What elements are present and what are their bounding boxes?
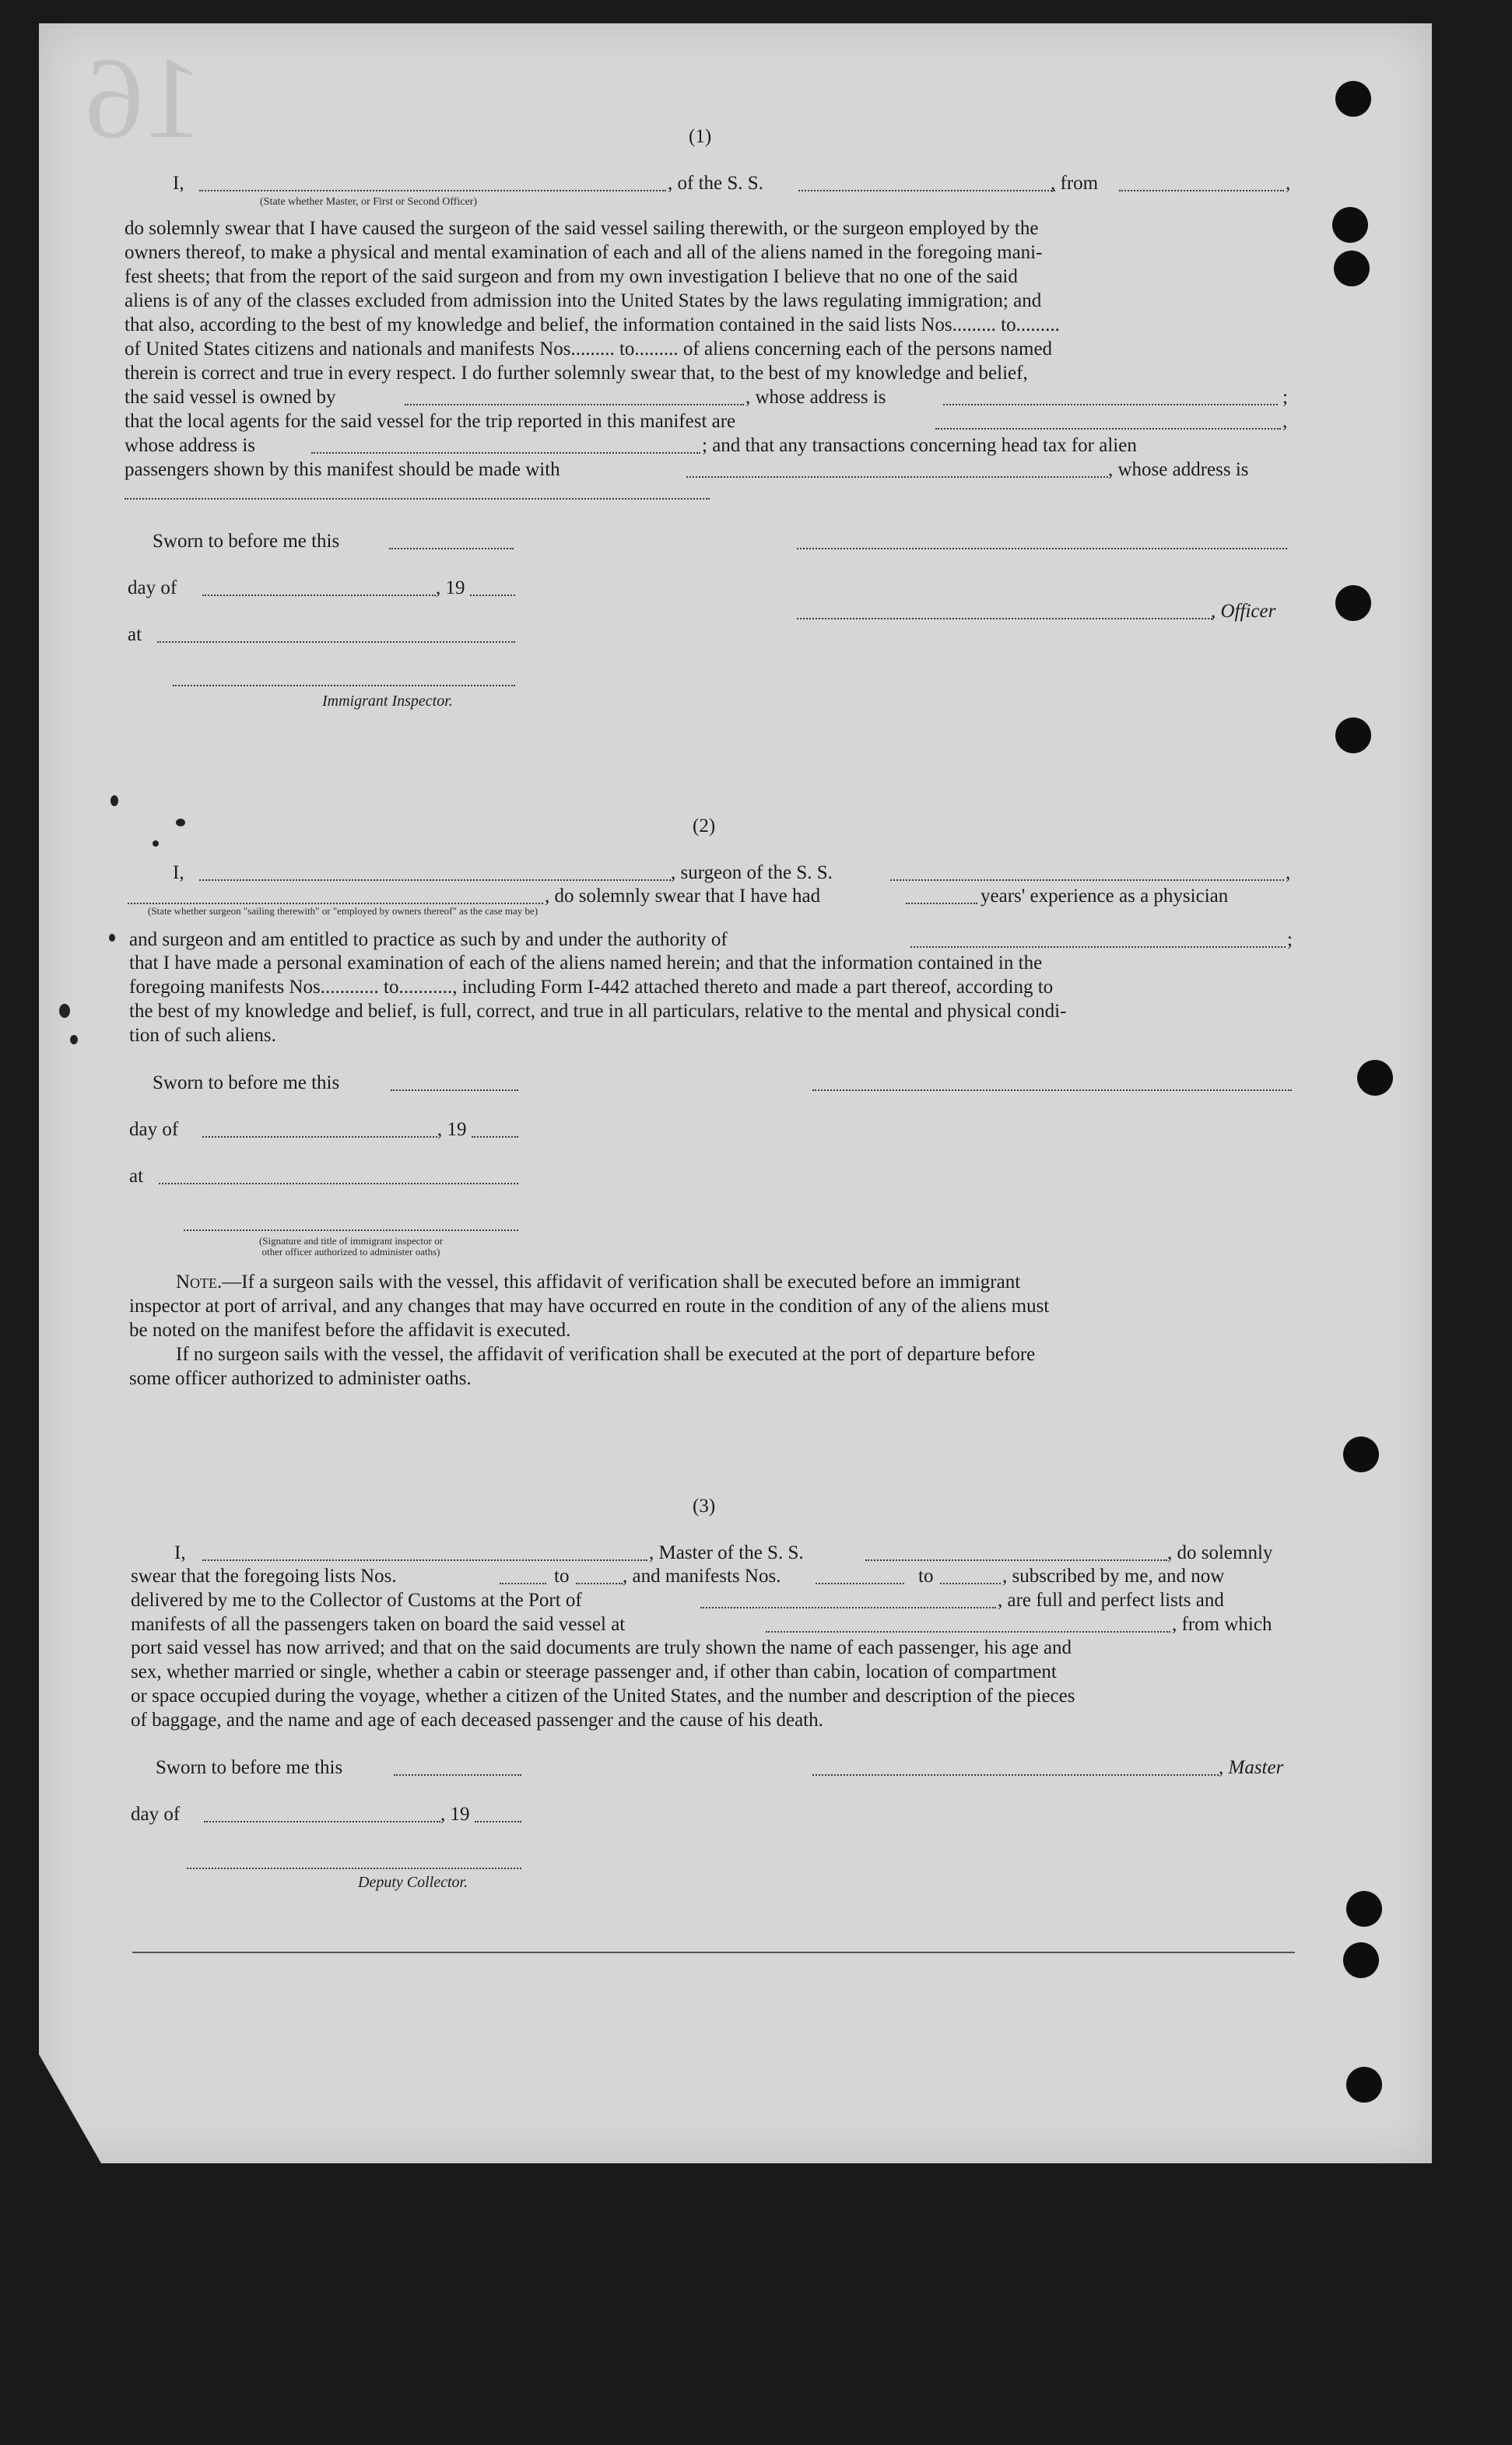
signature-line	[812, 1774, 1219, 1776]
blank-field	[311, 452, 700, 454]
blank-field	[470, 595, 515, 596]
surgeon-oath-body	[129, 951, 1293, 1047]
blank-field	[157, 641, 515, 643]
oath-body-line: or space occupied during the voyage, whether a citizen of the United States, and the number and description of the pieces	[131, 1686, 1075, 1707]
year-label: , 19	[437, 1119, 467, 1140]
blank-field	[940, 1583, 1001, 1584]
blank-field	[475, 1821, 521, 1822]
blank-field	[128, 903, 543, 904]
blank-field	[910, 946, 1286, 948]
collector-text: , are full and perfect lists and	[998, 1590, 1224, 1611]
blank-field	[798, 190, 1055, 191]
surgeon-of-ss: , surgeon of the S. S.	[671, 862, 833, 883]
note-line: If no surgeon sails with the vessel, the affidavit of verification shall be executed at the port of departure before	[176, 1344, 1036, 1365]
oath-body-line: port said vessel has now arrived; and that on the said documents are truly shown the name of each passenger, his age and	[131, 1637, 1072, 1658]
at-label: at	[129, 1166, 144, 1187]
blank-field	[405, 404, 744, 405]
section-number: (1)	[689, 126, 712, 147]
note-paragraph	[129, 1270, 1295, 1391]
solemnly-swear-text: , do solemnly swear that I have had	[545, 886, 821, 907]
bottom-rule	[132, 1952, 1295, 1953]
do-solemnly: , do solemnly	[1167, 1542, 1273, 1563]
ink-speck	[109, 934, 115, 942]
signature-line	[187, 1868, 521, 1869]
signature-caption-line: (Signature and title of immigrant inspector or	[258, 1235, 444, 1247]
whose-address-label: , whose address is	[1108, 459, 1249, 480]
bleed-through-mark: 16	[86, 33, 202, 163]
blank-field	[943, 404, 1278, 405]
signature-caption	[184, 1236, 518, 1258]
note-line: some officer authorized to administer oaths.	[129, 1368, 472, 1389]
oath-body-line: of baggage, and the name and age of each deceased passenger and the cause of his death.	[131, 1710, 823, 1731]
oath-body-line: that also, according to the best of my knowledge and belief, the information contained in the said lists Nos......... to.........	[125, 314, 1060, 335]
manifests-text: , from which	[1172, 1614, 1272, 1635]
sworn-label: Sworn to before me this	[153, 1072, 340, 1093]
signature-line	[797, 548, 1287, 549]
blank-field	[202, 595, 436, 596]
owned-by-label: the said vessel is owned by	[125, 387, 336, 408]
local-agents-label: that the local agents for the said vessel for the trip reported in this manifest are	[125, 411, 736, 432]
years-experience-text: years' experience as a physician	[981, 886, 1229, 907]
blank-field	[159, 1183, 518, 1184]
signature-line	[184, 1230, 518, 1231]
punch-hole	[1332, 207, 1368, 243]
field-caption: (State whether Master, or First or Second Officer)	[260, 196, 478, 208]
blank-field	[686, 476, 1108, 478]
blank-field	[906, 903, 977, 904]
field-caption: (State whether surgeon "sailing therewith" or "employed by owners thereof" as the case may be)	[148, 905, 538, 917]
punch-hole	[1334, 251, 1370, 286]
section-number: (2)	[693, 816, 716, 837]
blank-field	[199, 190, 666, 191]
blank-field	[394, 1774, 521, 1776]
punch-hole	[1343, 1942, 1379, 1978]
blank-field	[389, 548, 514, 549]
oath-body-line: therein is correct and true in every respect. I do further solemnly swear that, to the best of my knowledge and belief,	[125, 363, 1028, 384]
punch-hole	[1357, 1060, 1393, 1096]
punctuation: ;	[1282, 387, 1288, 408]
year-label: , 19	[436, 577, 465, 598]
signature-caption-line: other officer authorized to administer oaths)	[261, 1246, 440, 1258]
blank-field	[202, 1136, 437, 1138]
officer-label: , Officer	[1211, 601, 1276, 622]
oath-body-line: do solemnly swear that I have caused the surgeon of the said vessel sailing therewith, or the surgeon employed by the	[125, 218, 1039, 239]
lists-text: swear that the foregoing lists Nos.	[131, 1566, 397, 1587]
ink-speck	[70, 1035, 78, 1044]
immigrant-inspector-label: Immigrant Inspector.	[322, 693, 453, 710]
lists-text: , subscribed by me, and now	[1002, 1566, 1225, 1587]
ink-speck	[59, 1004, 70, 1018]
oath-body	[125, 216, 1292, 385]
note-label: Note.	[176, 1272, 223, 1293]
lists-text: to	[918, 1566, 934, 1587]
ink-speck	[176, 819, 185, 826]
collector-text: delivered by me to the Collector of Customs at the Port of	[131, 1590, 582, 1611]
blank-field	[816, 1583, 904, 1584]
signature-line	[173, 685, 515, 686]
oath-body-line: the best of my knowledge and belief, is full, correct, and true in all particulars, relative to the mental and physical condi-	[129, 1001, 1067, 1022]
day-of-label: day of	[128, 577, 177, 598]
blank-field	[700, 1607, 996, 1608]
ink-speck	[111, 795, 118, 806]
day-of-label: day of	[131, 1804, 181, 1825]
deputy-collector-label: Deputy Collector.	[358, 1874, 468, 1891]
signature-line	[812, 1089, 1292, 1091]
lists-text: , and manifests Nos.	[623, 1566, 781, 1587]
oath-body-line: aliens is of any of the classes excluded from admission into the United States by the laws regulating immigration; and	[125, 290, 1042, 311]
note-text: —If a surgeon sails with the vessel, this affidavit of verification shall be executed before an immigrant	[222, 1272, 1021, 1293]
oath-body-line: sex, whether married or single, whether a cabin or steerage passenger and, if other than cabin, location of compartment	[131, 1661, 1057, 1682]
year-label: , 19	[440, 1804, 470, 1825]
signature-line	[797, 618, 1212, 619]
blank-field	[766, 1631, 1170, 1633]
note-line	[129, 1270, 1295, 1294]
punctuation: ,	[1282, 411, 1288, 432]
blank-field	[500, 1583, 546, 1584]
oath-line-from: , from	[1051, 173, 1099, 194]
master-of-ss: , Master of the S. S.	[649, 1542, 804, 1563]
sworn-label: Sworn to before me this	[153, 531, 340, 552]
oath-body-line: that I have made a personal examination of each of the aliens named herein; and that the information contained in the	[129, 952, 1043, 973]
punch-hole	[1335, 717, 1371, 753]
torn-corner	[39, 2054, 101, 2163]
oath-body-line: owners thereof, to make a physical and mental examination of each and all of the aliens named in the foregoing mani-	[125, 242, 1043, 263]
note-line: inspector at port of arrival, and any changes that may have occurred en route in the condition of any of the aliens must	[129, 1296, 1050, 1317]
oath-body-line: foregoing manifests Nos............ to..........., including Form I-442 attached thereto and made a part thereof, according to	[129, 977, 1054, 998]
master-label: , Master	[1219, 1757, 1284, 1778]
passengers-label: passengers shown by this manifest should be made with	[125, 459, 560, 480]
oath-line-end: ,	[1286, 173, 1291, 194]
note-line: be noted on the manifest before the affidavit is executed.	[129, 1320, 571, 1341]
master-oath-body	[131, 1636, 1295, 1732]
punch-hole	[1335, 81, 1371, 117]
manifests-text: manifests of all the passengers taken on board the said vessel at	[131, 1614, 626, 1635]
punch-hole	[1343, 1436, 1379, 1472]
blank-field	[1119, 190, 1284, 191]
whose-address-label: whose address is	[125, 435, 256, 456]
blank-field	[890, 879, 1284, 881]
blank-field	[865, 1559, 1167, 1561]
punctuation: ;	[1287, 929, 1293, 950]
blank-field	[204, 1821, 440, 1822]
oath-body-line: of United States citizens and nationals and manifests Nos......... to......... of aliens concerning each of the persons named	[125, 339, 1053, 360]
oath-line-i: I,	[174, 1542, 186, 1563]
punch-hole	[1346, 1891, 1382, 1927]
punch-hole	[1335, 585, 1371, 621]
ink-speck	[153, 840, 159, 847]
blank-field	[935, 428, 1281, 430]
authority-text: and surgeon and am entitled to practice as such by and under the authority of	[129, 929, 728, 950]
section-number: (3)	[693, 1496, 716, 1517]
blank-field	[125, 498, 710, 500]
blank-field	[576, 1583, 623, 1584]
whose-address-label: , whose address is	[745, 387, 886, 408]
lists-text: to	[554, 1566, 570, 1587]
blank-field	[202, 1559, 647, 1561]
blank-field	[472, 1136, 518, 1138]
blank-field	[199, 879, 671, 881]
oath-line-i: I,	[173, 173, 184, 194]
blank-field	[391, 1089, 518, 1091]
oath-body-line: tion of such aliens.	[129, 1025, 276, 1046]
sworn-label: Sworn to before me this	[156, 1757, 343, 1778]
day-of-label: day of	[129, 1119, 179, 1140]
at-label: at	[128, 624, 142, 645]
punch-hole	[1346, 2067, 1382, 2103]
oath-line-i: I,	[173, 862, 184, 883]
head-tax-text: ; and that any transactions concerning head tax for alien	[702, 435, 1137, 456]
punctuation: ,	[1286, 862, 1291, 883]
oath-body-line: fest sheets; that from the report of the said surgeon and from my own investigation I believe that no one of the said	[125, 266, 1018, 287]
oath-line-of-ss: , of the S. S.	[668, 173, 763, 194]
